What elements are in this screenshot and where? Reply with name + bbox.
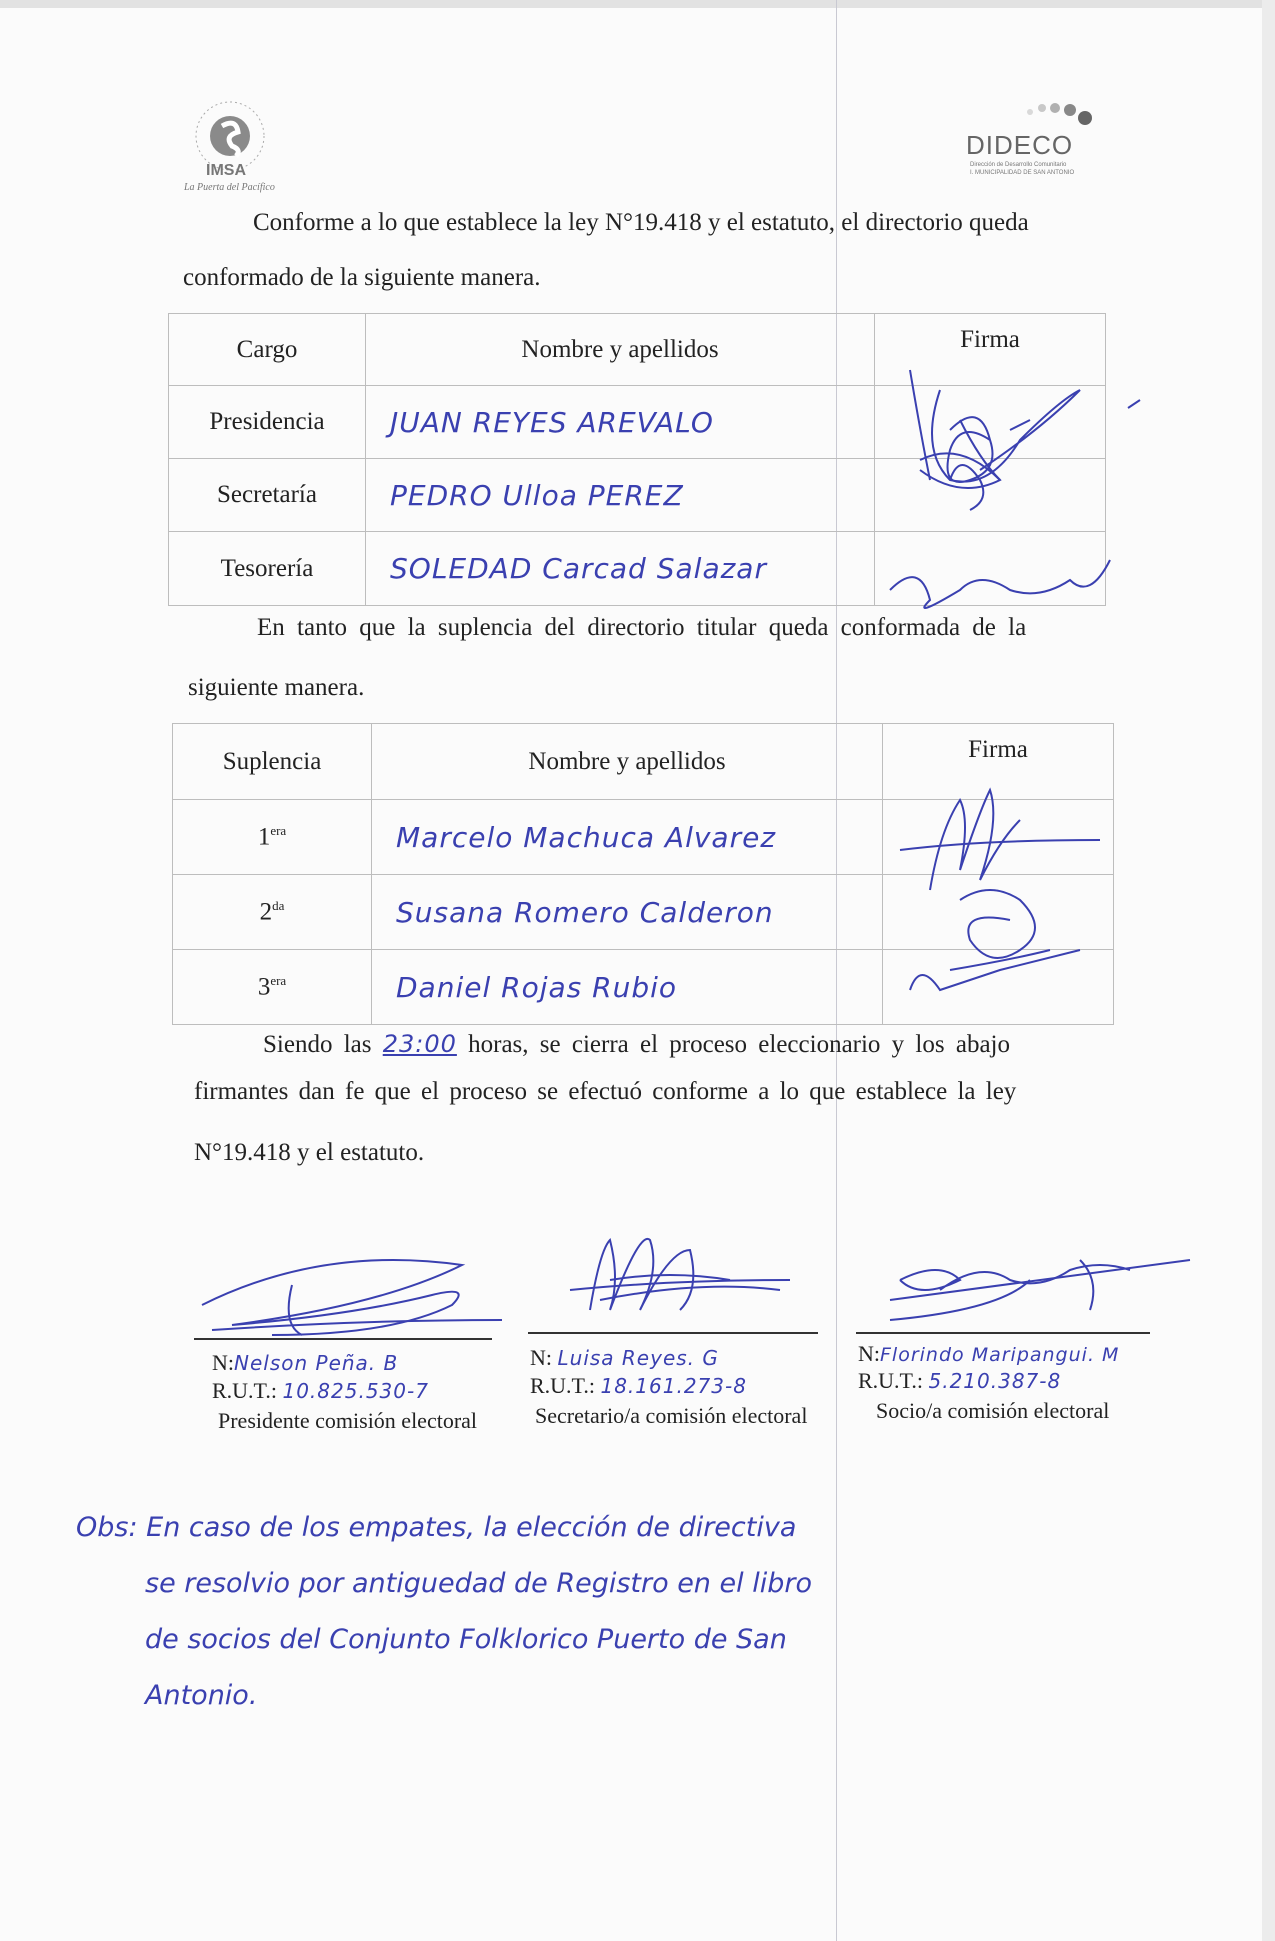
rut-label: R.U.T.: — [530, 1373, 595, 1398]
n-label: N: — [530, 1345, 552, 1370]
signature-line-1 — [194, 1338, 492, 1340]
dideco-logo-name: DIDECO — [966, 130, 1074, 160]
closing-line-2: firmantes dan fe que el proceso se efectuó conforme a lo que establece la ley — [194, 1078, 1017, 1105]
suplencia-signatures-scribble — [890, 770, 1120, 1010]
col-firma-header: Firma — [883, 724, 1114, 800]
observation-line-1: Obs: En caso de los empates, la elección de directiva — [76, 1512, 797, 1543]
imsa-logo-name: IMSA — [206, 162, 246, 179]
signatory-name-handwritten: Luisa Reyes. G — [557, 1346, 719, 1370]
col-suplencia-header: Suplencia — [173, 724, 372, 800]
closing-time-handwritten: 23:00 — [382, 1030, 457, 1058]
ordinal-number: 3 — [257, 973, 271, 1001]
signatory-1-name-line — [212, 1350, 398, 1376]
signatory-2-role: Secretario/a comisión electoral — [535, 1403, 808, 1428]
suplencia-line-2: siguiente manera. — [188, 674, 365, 701]
rut-handwritten: 5.210.387-8 — [928, 1369, 1062, 1393]
scan-right-edge — [1262, 0, 1275, 1941]
col-nombre-header: Nombre y apellidos — [372, 724, 883, 800]
name-cell-handwritten: Daniel Rojas Rubio — [372, 950, 883, 1025]
observation-line-4: Antonio. — [145, 1680, 258, 1711]
ordinal-suffix: era — [270, 972, 287, 988]
ordinal-number: 2 — [259, 898, 273, 926]
cargo-cell: Presidencia — [169, 386, 366, 459]
n-label: N: — [858, 1341, 880, 1366]
name-cell-handwritten: JUAN REYES AREVALO — [366, 386, 875, 459]
rut-handwritten: 18.161.273-8 — [600, 1374, 747, 1398]
signatory-2-name-line — [530, 1345, 719, 1371]
suplencia-number-cell — [173, 950, 372, 1025]
cargo-cell: Tesorería — [169, 532, 366, 606]
closing-line-3: N°19.418 y el estatuto. — [194, 1139, 425, 1166]
dideco-logo-sub1: Dirección de Desarrollo Comunitario — [970, 162, 1067, 168]
intro-line-1: Conforme a lo que establece la ley N°19.418 y el estatuto, el directorio queda — [253, 209, 1029, 236]
ordinal-number: 1 — [257, 823, 271, 851]
imsa-logo — [184, 96, 292, 206]
signatory-3-rut-line — [858, 1368, 1061, 1394]
suplencia-number-cell — [173, 800, 372, 875]
imsa-logo-tagline: La Puerta del Pacífico — [184, 182, 275, 193]
col-cargo-header: Cargo — [169, 314, 366, 386]
signatory-name-handwritten: Florindo Maripangui. M — [880, 1344, 1120, 1366]
ordinal-suffix: era — [270, 822, 287, 838]
closing-line-1 — [263, 1028, 1010, 1061]
col-firma-header: Firma — [875, 314, 1106, 386]
signatory-2-rut-line — [530, 1373, 747, 1399]
signatory-3-role: Socio/a comisión electoral — [876, 1398, 1110, 1423]
name-cell-handwritten: SOLEDAD Carcad Salazar — [366, 532, 875, 606]
rut-label: R.U.T.: — [858, 1368, 923, 1393]
dideco-logo-sub2: I. MUNICIPALIDAD DE SAN ANTONIO — [970, 170, 1075, 176]
col-nombre-header: Nombre y apellidos — [366, 314, 875, 386]
intro-line-2: conformado de la siguiente manera. — [183, 264, 541, 291]
rut-handwritten: 10.825.530-7 — [282, 1379, 429, 1403]
observation-line-2: se resolvio por antiguedad de Registro en el libro — [145, 1568, 812, 1599]
rut-label: R.U.T.: — [212, 1378, 277, 1403]
committee-signature-1 — [192, 1235, 512, 1345]
signatory-1-role: Presidente comisión electoral — [218, 1408, 478, 1433]
cargo-cell: Secretaría — [169, 459, 366, 532]
ordinal-suffix: da — [272, 897, 285, 913]
closing-post: horas, se cierra el proceso eleccionario y los abajo — [468, 1031, 1010, 1058]
committee-signature-2 — [560, 1220, 810, 1330]
scan-top-edge — [0, 0, 1275, 8]
observation-line-3: de socios del Conjunto Folklorico Puerto de San — [145, 1624, 787, 1655]
signatory-name-handwritten: Nelson Peña. B — [234, 1351, 399, 1375]
dideco-logo — [960, 96, 1092, 186]
committee-signature-3 — [880, 1240, 1210, 1340]
suplencia-number-cell — [173, 875, 372, 950]
signatory-3-name-line — [858, 1341, 1119, 1368]
name-cell-handwritten: Susana Romero Calderon — [372, 875, 883, 950]
signature-line-2 — [528, 1332, 818, 1334]
name-cell-handwritten: PEDRO Ulloa PEREZ — [366, 459, 875, 532]
name-cell-handwritten: Marcelo Machuca Alvarez — [372, 800, 883, 875]
suplencia-line-1: En tanto que la suplencia del directorio titular queda conformada de la — [257, 614, 1027, 641]
board-signatures-scribble — [880, 340, 1150, 630]
signatory-1-rut-line — [212, 1378, 429, 1404]
closing-pre: Siendo las — [263, 1031, 372, 1058]
signature-line-3 — [856, 1332, 1150, 1334]
n-label: N: — [212, 1350, 234, 1375]
